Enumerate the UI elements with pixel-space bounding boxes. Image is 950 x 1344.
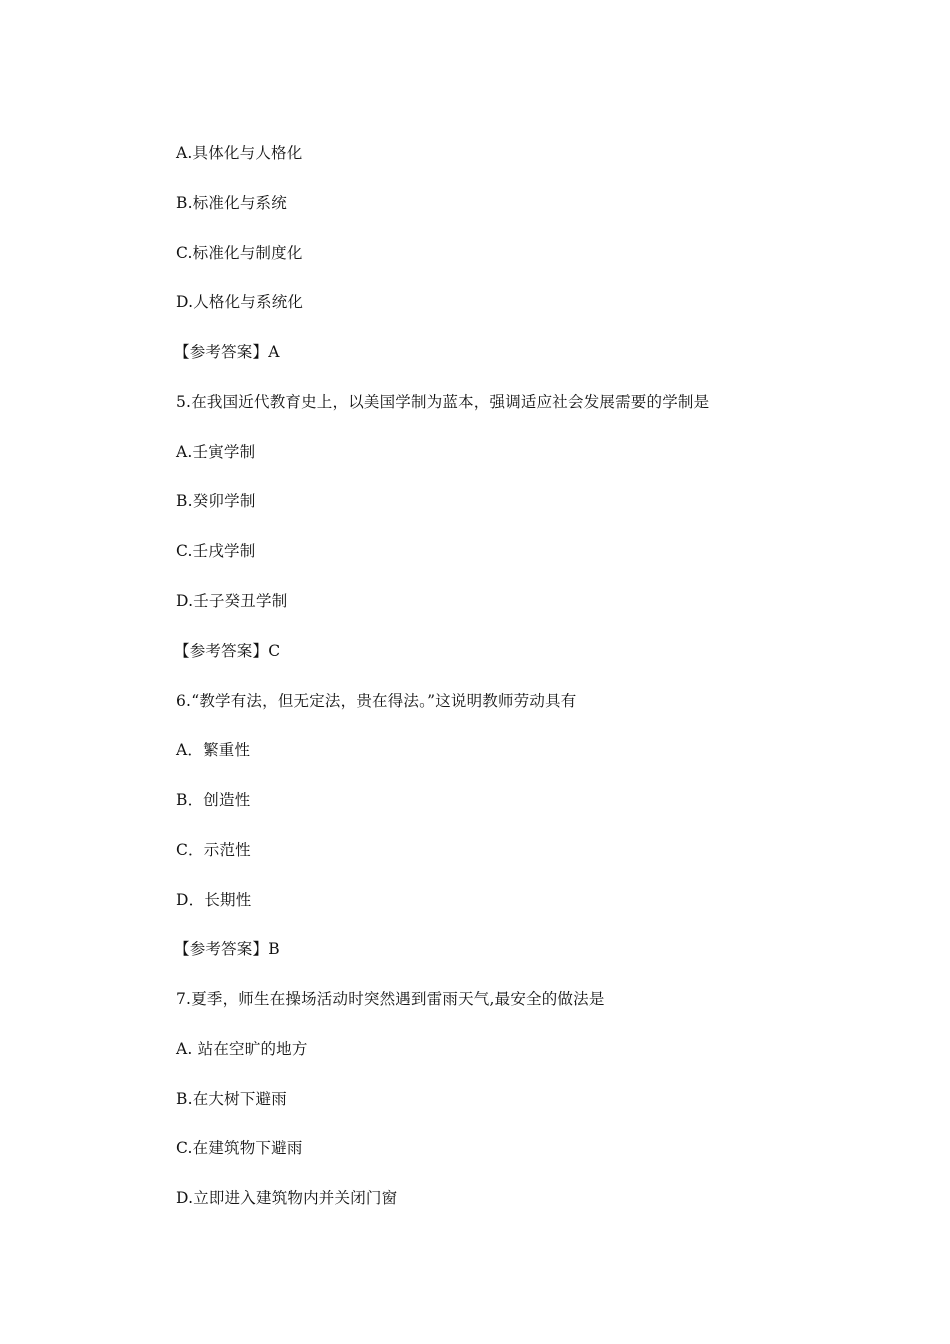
answer-q6: 【参考答案】B — [174, 940, 280, 958]
option-q4-b: B.标准化与系统 — [176, 194, 287, 212]
answer-q5: 【参考答案】C — [174, 642, 281, 660]
option-q6-d: D．长期性 — [176, 891, 252, 909]
answer-q4: 【参考答案】A — [174, 343, 280, 361]
option-q6-c: C．示范性 — [176, 841, 251, 859]
option-q6-b: B．创造性 — [176, 791, 251, 809]
option-q6-a: A．繁重性 — [176, 741, 251, 759]
option-q7-c: C.在建筑物下避雨 — [176, 1139, 303, 1157]
option-q7-a: A. 站在空旷的地方 — [176, 1040, 308, 1058]
option-q5-b: B.癸卯学制 — [176, 492, 256, 510]
question-5: 5.在我国近代教育史上，以美国学制为蓝本，强调适应社会发展需要的学制是 — [176, 393, 710, 411]
option-q7-d: D.立即进入建筑物内并关闭门窗 — [176, 1189, 398, 1207]
option-q5-c: C.壬戌学制 — [176, 542, 256, 560]
option-q5-a: A.壬寅学制 — [176, 443, 256, 461]
option-q4-c: C.标准化与制度化 — [176, 244, 303, 262]
option-q7-b: B.在大树下避雨 — [176, 1090, 287, 1108]
option-q5-d: D.壬子癸丑学制 — [176, 592, 288, 610]
question-7: 7.夏季，师生在操场活动时突然遇到雷雨天气,最安全的做法是 — [176, 990, 605, 1008]
option-q4-d: D.人格化与系统化 — [176, 293, 304, 311]
option-q4-a: A.具体化与人格化 — [176, 144, 303, 162]
question-6: 6.“教学有法，但无定法，贵在得法。”这说明教师劳动具有 — [176, 692, 577, 710]
